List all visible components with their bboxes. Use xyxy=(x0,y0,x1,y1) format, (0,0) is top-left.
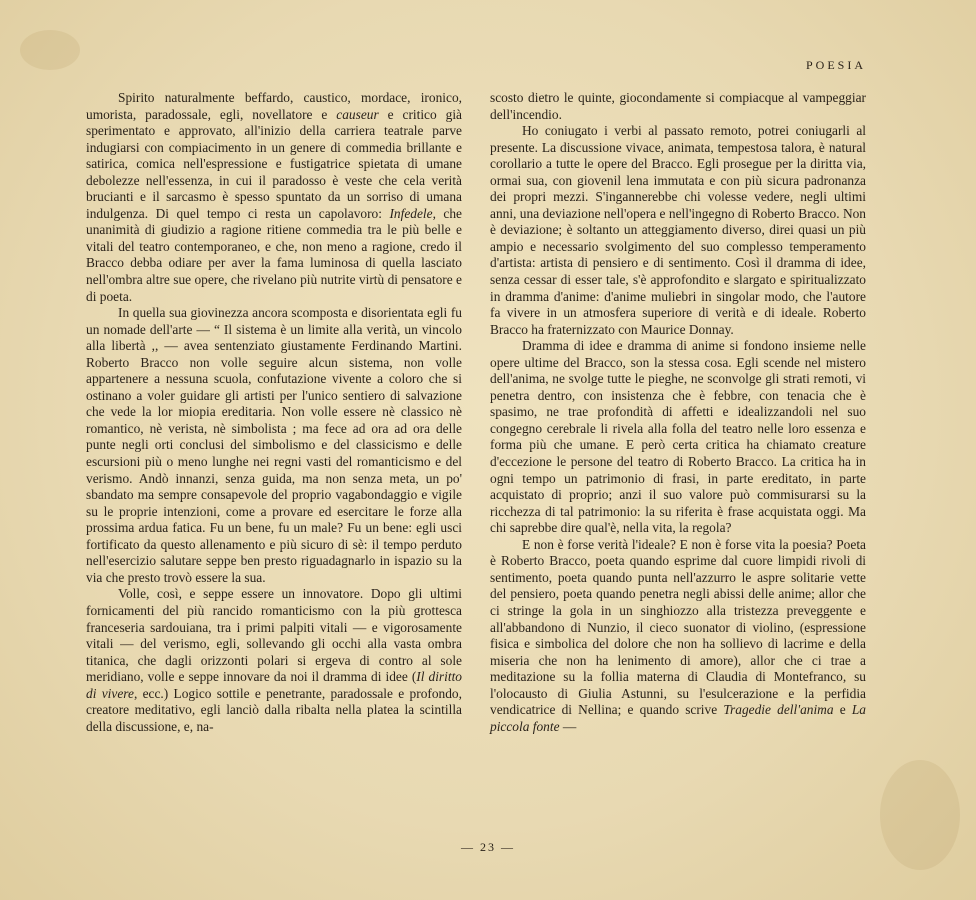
text-run: Dramma di idee e dramma di anime si fondono insieme nelle opere ultime del Bracco, son la stessa cosa. Egli scende nel mistero dell'anima, ne svolge tutte le pieghe, ne sconvolge gli strati remoti, vi penetra dentro, con insistenza che è febbre, con tenacia che è spasimo, ne trae profondità di affetti e idealizzandoli nel suo congegno cerebrale li rivela alla folla del teatro nelle loro essenza e forma più che umane. E però certa critica ha chiamato creature d'eccezione le persone del teatro di Roberto Bracco. La critica ha in ogni tempo un patrimonio di frasi, in parte ereditato, in parte acquistato di proprio; anzi il suo valore può commisurarsi su la ricchezza di tal patrimonio: la su riferita è frase acquistata oggi. Ma chi saprebbe dire qual'è, nella vita, la regola? xyxy=(490,338,866,536)
paragraph xyxy=(86,90,462,305)
text-run: Ho coniugato i verbi al passato remoto, potrei coniugarli al presente. La discussione vivace, animata, tempestosa talora, è natural corollario a tutte le opere del Bracco. Egli prosegue per la diritta via, ormai sua, con giovenil lena immutata e con più sicura padronanza dei propri mezzi. S'ingannerebbe chi volesse vedere, negli ultimi anni, una deviazione nell'opera e nell'ingegno di Roberto Bracco. Non è deviazione; è soltanto un atteggiamento diverso, direi quasi un più ampio e necessario svolgimento del suo complesso temperamento d'artista: artista di pensiero e di sentimento. Così il dramma di idee, senza cessar di esser tale, s'è approfondito e slargato e spiritualizzato in dramma d'anime: d'anime muliebri in singolar modo, che l'autore fa vivere in un atmosfera superiore di verità e di ideale. Roberto Bracco ha fraternizzato con Maurice Donnay. xyxy=(490,123,866,337)
text-run: scosto dietro le quinte, giocondamente si compiacque al vampeggiar dell'incendio. xyxy=(490,90,866,122)
italic-title: Infedele xyxy=(389,205,433,221)
right-column xyxy=(490,90,866,735)
text-run: — xyxy=(559,718,577,734)
paragraph xyxy=(86,586,462,735)
paper-stain xyxy=(20,30,80,70)
italic-title: La piccola fonte xyxy=(490,702,866,734)
paragraph xyxy=(490,123,866,338)
text-run: In quella sua giovinezza ancora scomposta e disorientata egli fu un nomade dell'arte — “ Il sistema è un limite alla verità, un vincolo alla libertà ,, — avea sentenziato giustamente Ferdinando Martini. Roberto Bracco non volle seguire alcun sistema, non volle appartenere a nessuna scuola, confutazione vivente a coloro che si ostinano a voler guidare gli artisti per l'unico sentiero di salvazione che vede la lor miopia ereditaria. Non volle essere nè classico nè romantico, nè verista, nè simbolista ; ma fece ad ora ad ora delle punte negli orti conclusi del simbolismo e del classicismo e delle escursioni più o meno lunghe nei regni vasti del romanticismo e del verismo. Andò innanzi, senza guida, ma non senza meta, un po' sbandato ma sempre consapevole del proprio vagabondaggio e vigile su le proprie intenzioni, come a provare ed esercitare le forze alla prossima ardua fatica. Fu un bene, fu un male? Fu un bene: egli usci fortificato da questo allenamento e più sicuro di sè: il tempo perduto nell'esercizio salutare seppe ben presto riguadagnarlo in ispazio su la via che presto trovò essere la sua. xyxy=(86,305,462,585)
italic-title: Tragedie dell'anima xyxy=(723,702,834,718)
text-run: Volle, così, e seppe essere un innovatore. Dopo gli ultimi fornicamenti del più rancido romanticismo con la più grottesca franceseria sardouiana, tra i primi palpiti vitali — e vigorosamente vitali — del verismo, egli, sollevando gli occhi alla vasta ombra titanica, che dagli orizzonti polari si ergeva di contro al sole meridiano, volle e seppe innovare da noi il dramma di idee ( xyxy=(86,586,462,685)
text-run: , ecc.) Logico sottile e penetrante, paradossale e profondo, creatore meditativo, egli lanciò dalla ribalta nella platea la scintilla della discussione, e, na- xyxy=(86,685,462,734)
paragraph xyxy=(86,305,462,586)
text-run: Spirito naturalmente beffardo, caustico, mordace, ironico, umorista, paradossale, egli, novellatore e xyxy=(86,90,462,122)
left-column xyxy=(86,90,462,735)
paragraph xyxy=(490,338,866,537)
text-run: e xyxy=(833,702,852,718)
text-run: , che unanimità di giudizio a ragione ritiene commedia tra le più belle e vitali del teatro contemporaneo, e che, non meno a ragione, credo il Bracco debba odiare per aver la fama luminosa di quella lasciato nell'ombra altre sue opere, che rivelano più nutrite virtù di pensatore e di poeta. xyxy=(86,205,462,304)
italic-title: causeur xyxy=(336,106,379,122)
text-run: E non è forse verità l'ideale? E non è forse vita la poesia? Poeta è Roberto Bracco, poeta quando esprime dal cuore limpidi rivoli di sentimento, poeta quando punta nell'azzurro le aspre solitarie vette del pensiero, poeta quando penetra negli abissi delle anime; allor che ci stringe la gola in un singhiozzo alla tristezza preveggente e all'abbandono di Nunzio, il cieco suonator di violino, (espressione fisica e simbolica del dolore che non ha sollievo di lacrime e della miseria che non ha lenimento di amore), allor che ci trae a meditazione su la follia materna di Claudia di Montefranco, su l'olocausto di Giulia Astunni, su l'esulcerazione e la perfidia vendicatrice di Nellina; e quando scrive xyxy=(490,536,866,718)
running-header: POESIA xyxy=(805,58,866,72)
text-run: e critico già sperimentato e approvato, all'inizio della carriera teatrale parve indugiarsi con compiacimento in un genere di commedia brillante e satirica, comica nell'espressione e fustigatrice spietata di umane debolezze nell'essenza, in cui il paradosso è veste che cela verità brucianti e il sarcasmo è spesso spuntato da un sorriso di umana indulgenza. Di quel tempo ci resta un capolavoro: xyxy=(86,106,462,221)
italic-title: Il diritto di vivere xyxy=(86,669,462,701)
paragraph xyxy=(490,90,866,123)
paragraph xyxy=(490,537,866,736)
page-number: — 23 — xyxy=(461,840,515,854)
